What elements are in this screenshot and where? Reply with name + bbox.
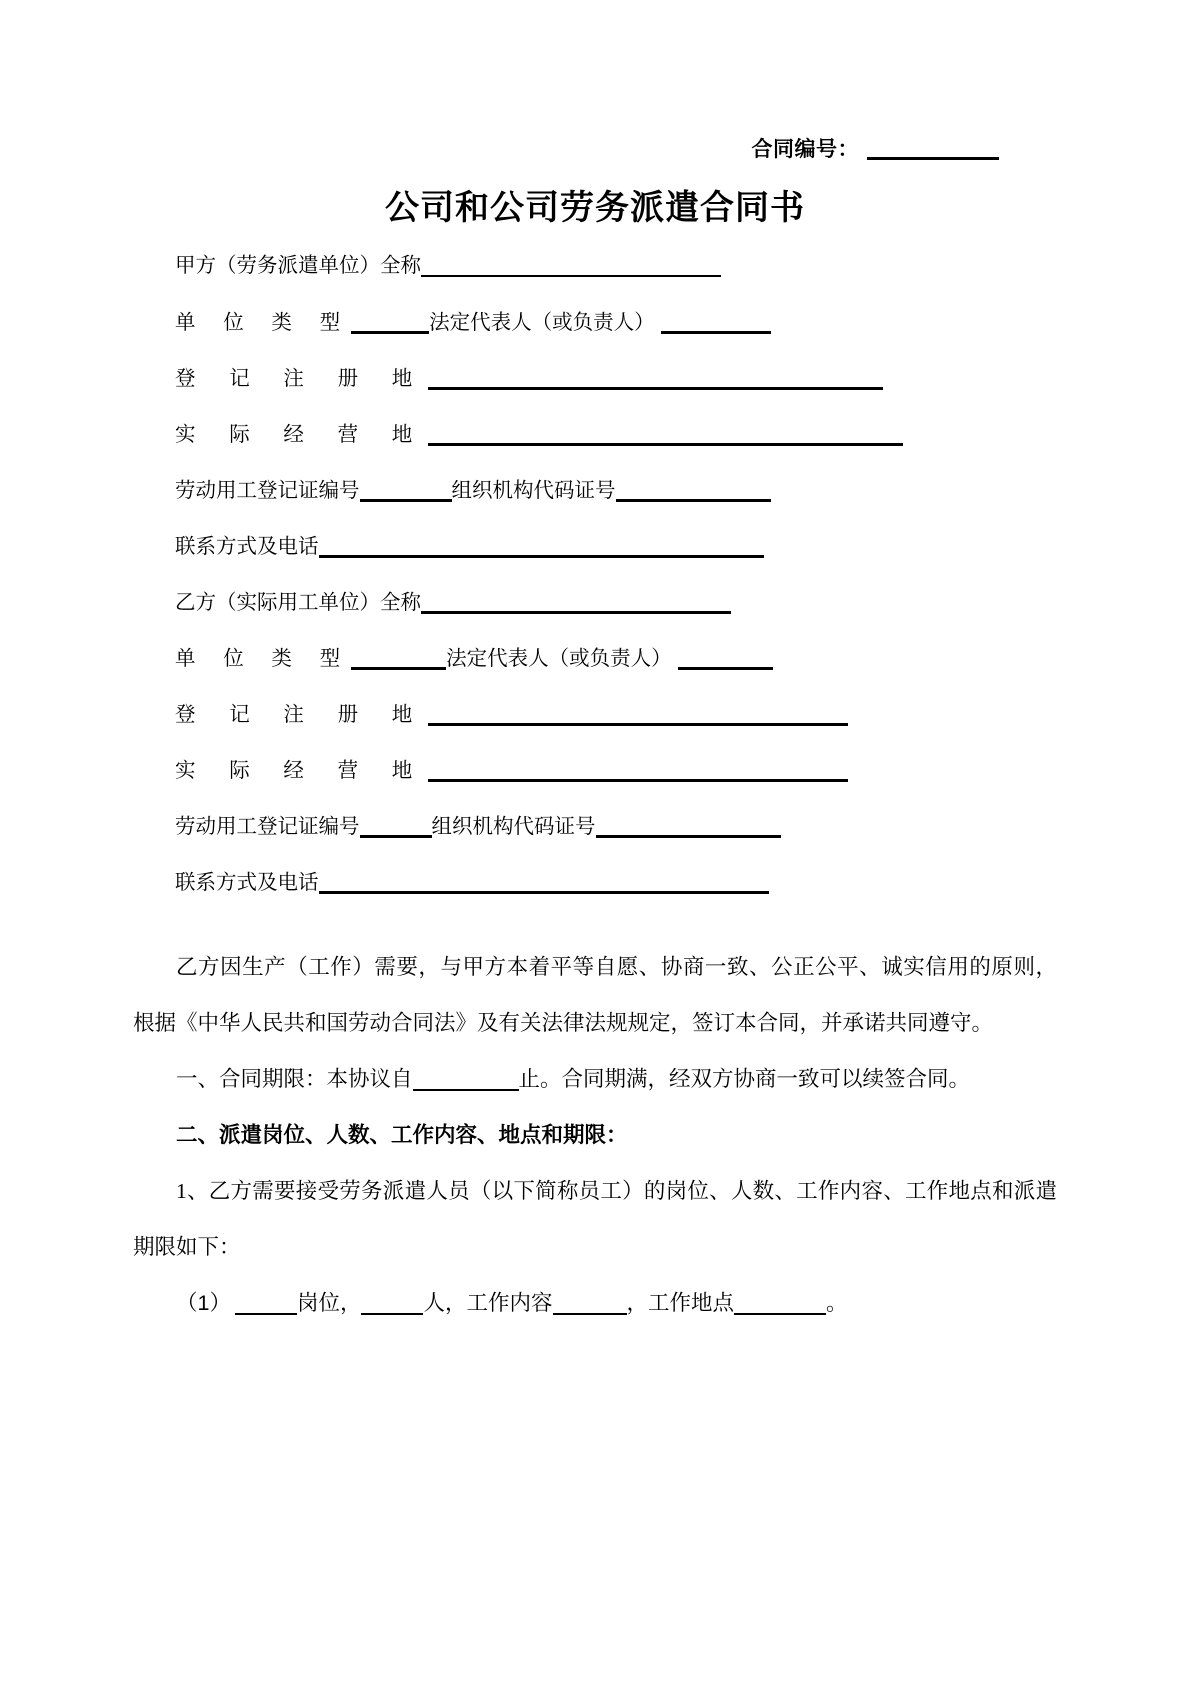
field-blank[interactable] bbox=[428, 367, 883, 390]
sub-item-marker: （1） bbox=[176, 1290, 231, 1315]
field-party-a-registered-address bbox=[133, 367, 1057, 423]
page-title: 公司和公司劳务派遣合同书 bbox=[385, 189, 805, 227]
field-label: 劳动用工登记证编号 bbox=[175, 814, 360, 838]
field-blank[interactable] bbox=[351, 647, 446, 670]
field-blank[interactable] bbox=[421, 591, 731, 614]
contract-number-row bbox=[133, 139, 1057, 160]
clause-one-blank[interactable] bbox=[413, 1069, 519, 1091]
field-label: 劳动用工登记证编号 bbox=[175, 478, 360, 502]
field-blank[interactable] bbox=[319, 535, 764, 558]
field-blank[interactable] bbox=[428, 759, 848, 782]
sub-item-text-5: 。 bbox=[826, 1290, 848, 1315]
field-party-b-unit-type bbox=[133, 647, 1057, 703]
field-blank[interactable] bbox=[421, 255, 721, 277]
field-blank-secondary[interactable] bbox=[661, 311, 771, 334]
preamble-block bbox=[133, 939, 1057, 1051]
field-blank-secondary[interactable] bbox=[596, 815, 781, 838]
field-label: 实 际 经 营 地 bbox=[175, 758, 427, 782]
sub-item-text-4: ，工作地点 bbox=[626, 1290, 735, 1315]
field-party-b-registered-address bbox=[133, 703, 1057, 759]
clause-one-text-before: 本协议自 bbox=[326, 1066, 413, 1091]
field-blank[interactable] bbox=[428, 423, 903, 446]
field-label: 单 位 类 型 bbox=[175, 646, 352, 670]
field-label-secondary: 组织机构代码证号 bbox=[451, 478, 616, 502]
field-label-secondary: 法定代表人（或负责人） bbox=[429, 310, 655, 334]
field-party-b-contact bbox=[133, 871, 1057, 927]
party-fields bbox=[133, 255, 1057, 927]
clause-two-item-1-number: 1 bbox=[176, 1178, 187, 1203]
field-label: 甲方（劳务派遣单位）全称 bbox=[175, 253, 421, 277]
field-party-a-business-address bbox=[133, 423, 1057, 479]
field-label-secondary: 组织机构代码证号 bbox=[431, 814, 596, 838]
field-party-a-unit-type bbox=[133, 311, 1057, 367]
clause-two-sub-item-1 bbox=[133, 1275, 1057, 1331]
sub-item-text-2: 人， bbox=[423, 1290, 467, 1315]
field-blank-secondary[interactable] bbox=[678, 647, 773, 670]
field-blank[interactable] bbox=[319, 871, 769, 894]
field-blank-secondary[interactable] bbox=[616, 479, 771, 502]
field-blank[interactable] bbox=[428, 703, 848, 726]
clause-two-heading: 二、派遣岗位、人数、工作内容、地点和期限： bbox=[176, 1122, 628, 1147]
sub-item-blank-content[interactable] bbox=[553, 1293, 627, 1315]
field-party-b-labor-registration bbox=[133, 815, 1057, 871]
field-label: 单 位 类 型 bbox=[175, 310, 352, 334]
field-party-a-full-name bbox=[133, 255, 1057, 311]
field-label: 联系方式及电话 bbox=[175, 534, 319, 558]
field-label-secondary: 法定代表人（或负责人） bbox=[446, 646, 672, 670]
field-party-a-contact bbox=[133, 535, 1057, 591]
preamble-paragraph: 乙方因生产（工作）需要，与甲方本着平等自愿、协商一致、公正公平、诚实信用的原则，根据《中华人民共和国劳动合同法》及有关法律法规规定，签订本合同，并承诺共同遵守。 bbox=[133, 954, 1057, 1035]
clause-one-heading: 一、合同期限： bbox=[176, 1066, 327, 1091]
contract-number-blank[interactable] bbox=[867, 157, 999, 160]
field-blank[interactable] bbox=[360, 479, 452, 502]
sub-item-blank-count[interactable] bbox=[361, 1293, 423, 1315]
field-blank[interactable] bbox=[351, 311, 429, 334]
clause-two-item-1-text: 、乙方需要接受劳务派遣人员（以下简称员工）的岗位、人数、工作内容、工作地点和派遣期限如下： bbox=[133, 1178, 1057, 1259]
sub-item-text-1: 岗位， bbox=[296, 1290, 362, 1315]
contract-number-label: 合同编号： bbox=[751, 138, 859, 161]
sub-item-text-3: 工作内容 bbox=[466, 1290, 553, 1315]
field-blank[interactable] bbox=[360, 815, 432, 838]
field-party-b-full-name bbox=[133, 591, 1057, 647]
clause-one-text-after: 止。合同期满，经双方协商一致可以续签合同。 bbox=[518, 1066, 971, 1091]
field-party-b-business-address bbox=[133, 759, 1057, 815]
field-label: 联系方式及电话 bbox=[175, 870, 319, 894]
field-label: 实 际 经 营 地 bbox=[175, 422, 427, 446]
field-party-a-labor-registration bbox=[133, 479, 1057, 535]
clause-two-item-1 bbox=[133, 1163, 1057, 1275]
field-label: 登 记 注 册 地 bbox=[175, 702, 427, 726]
sub-item-blank-position[interactable] bbox=[235, 1293, 297, 1315]
clause-one bbox=[133, 1051, 1057, 1107]
field-label: 乙方（实际用工单位）全称 bbox=[175, 590, 421, 614]
field-label: 登 记 注 册 地 bbox=[175, 366, 427, 390]
sub-item-blank-location[interactable] bbox=[734, 1293, 826, 1315]
document-content bbox=[133, 0, 1057, 1331]
